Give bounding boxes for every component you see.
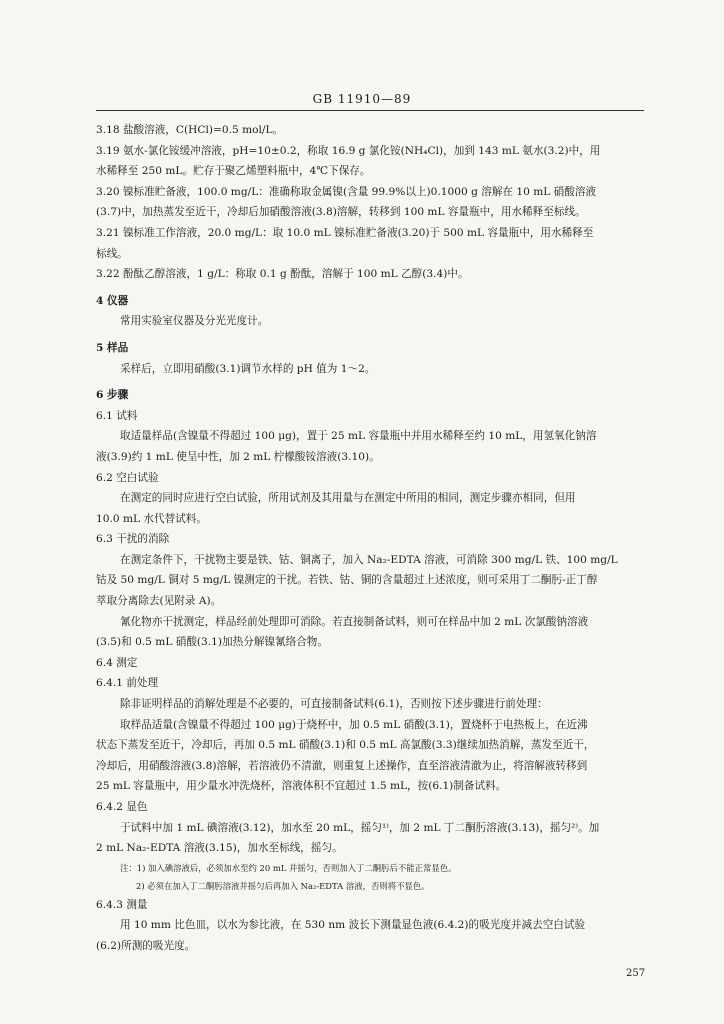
text-line: 在测定的同时应进行空白试验，所用试剂及其用量与在测定中所用的相同，测定步骤亦相同，但用 [120,492,576,505]
text-line: 状态下蒸发至近干，冷却后，再加 0.5 mL 硝酸(3.1)和 0.5 mL 高氯酸(3.3)继续加热消解，蒸发至近干， [96,739,595,752]
text-line: 3.20 镍标准贮备液，100.0 mg/L：准确称取金属镍(含量 99.9%以上)0.1000 g 溶解在 10 mL 硝酸溶液 [96,185,597,198]
text-line: 3.19 氨水-氯化铵缓冲溶液，pH=10±0.2，称取 16.9 g 氯化铵(NH₄Cl)，加到 143 mL 氨水(3.2)中，用 [96,144,601,157]
document-body [96,120,648,957]
text-line: 液(3.9)约 1 mL 使呈中性，加 2 mL 柠檬酸铵溶液(3.10)。 [96,450,380,463]
text-line: (6.2)所测的吸光度。 [96,939,196,952]
text-line: 用 10 mm 比色皿，以水为参比液，在 530 nm 波长下测量显色液(6.4.2)的吸光度并减去空白试验 [120,919,586,932]
text-line: 取样品适量(含镍量不得超过 100 μg)于烧杯中，加 0.5 mL 硝酸(3.1)，置烧杯于电热板上，在近沸 [120,718,588,731]
text-line: 标线。 [96,247,128,260]
text-line: 10.0 mL 水代替试料。 [96,512,207,525]
text-line: 3.22 酚酞乙醇溶液，1 g/L：称取 0.1 g 酚酞，溶解于 100 mL 乙醇(3.4)中。 [96,268,469,281]
text-line: 6 步骤 [96,389,129,402]
text-line: (3.7)中，加热蒸发至近干，冷却后加硝酸溶液(3.8)溶解，转移到 100 mL 容量瓶中，用水稀释至标线。 [96,206,586,219]
text-line: 在测定条件下，干扰物主要是铁、钴、铜离子，加入 Na₂-EDTA 溶液，可消除 300 mg/L 铁、100 mg/L [120,553,618,566]
text-line: 冷却后，用硝酸溶液(3.8)溶解，若溶液仍不清澈，则重复上述操作，直至溶液清澈为止，将溶解液转移到 [96,759,588,772]
text-line: 于试料中加 1 mL 碘溶液(3.12)，加水至 20 mL，摇匀¹⁾，加 2 mL 丁二酮肟溶液(3.13)，摇匀²⁾。加 [120,821,600,834]
text-line: 6.4.1 前处理 [96,677,159,690]
text-line: 水稀释至 250 mL。贮存于聚乙烯塑料瓶中，4℃下保存。 [96,165,371,178]
text-line: 25 mL 容量瓶中，用少量水冲洗烧杯，溶液体积不宜超过 1.5 mL，按(6.1)制备试料。 [96,780,507,793]
text-line: 6.3 干扰的消除 [96,533,170,546]
text-line: 6.1 试料 [96,409,138,422]
text-line: 5 样品 [96,341,129,354]
standard-header: GB 11910—89 [312,92,412,106]
footnote: 注：1) 加入碘溶液后，必须加水至约 20 mL 并摇匀，否则加入丁二酮肟后不能正常显色。 [120,862,457,873]
text-line: 2 mL Na₂-EDTA 溶液(3.15)，加水至标线，摇匀。 [96,842,343,855]
text-line: 6.4.2 显色 [96,801,148,813]
text-line: 3.21 镍标准工作溶液，20.0 mg/L：取 10.0 mL 镍标准贮备液(3.20)于 500 mL 容量瓶中，用水稀释至 [96,226,594,239]
text-line: 4 仪器 [96,294,129,307]
text-line: 萃取分离除去(见附录 A)。 [96,595,222,608]
page-number: 257 [626,968,646,979]
footnote: 2) 必须在加入丁二酮肟溶液并摇匀后再加入 Na₂-EDTA 溶液，否则将不显色。 [136,880,430,891]
text-line: 除非证明样品的消解处理是不必要的，可直接制备试料(6.1)，否则按下述步骤进行前处理： [120,698,548,711]
header-rule [96,110,644,111]
text-line: 钴及 50 mg/L 铜对 5 mg/L 镍测定的干扰。若铁、钴、铜的含量超过上述浓度，则可采用丁二酮肟-正丁醇 [96,574,598,587]
text-line: 6.4 测定 [96,656,138,669]
text-line: 氰化物亦干扰测定，样品经前处理即可消除。若直接制备试料，则可在样品中加 2 mL 次氯酸钠溶液 [120,615,589,628]
text-line: 6.4.3 测量 [96,898,148,911]
text-line: 3.18 盐酸溶液，C(HCl)=0.5 mol/L。 [96,124,284,136]
text-line: 常用实验室仪器及分光光度计。 [120,315,269,328]
text-line: 取适量样品(含镍量不得超过 100 μg)，置于 25 mL 容量瓶中并用水稀释至约 10 mL，用氢氧化钠溶 [120,430,597,443]
text-line: (3.5)和 0.5 mL 硝酸(3.1)加热分解镍氰络合物。 [96,636,328,649]
text-line: 6.2 空白试验 [96,471,159,484]
text-line: 采样后，立即用硝酸(3.1)调节水样的 pH 值为 1～2。 [120,362,376,375]
